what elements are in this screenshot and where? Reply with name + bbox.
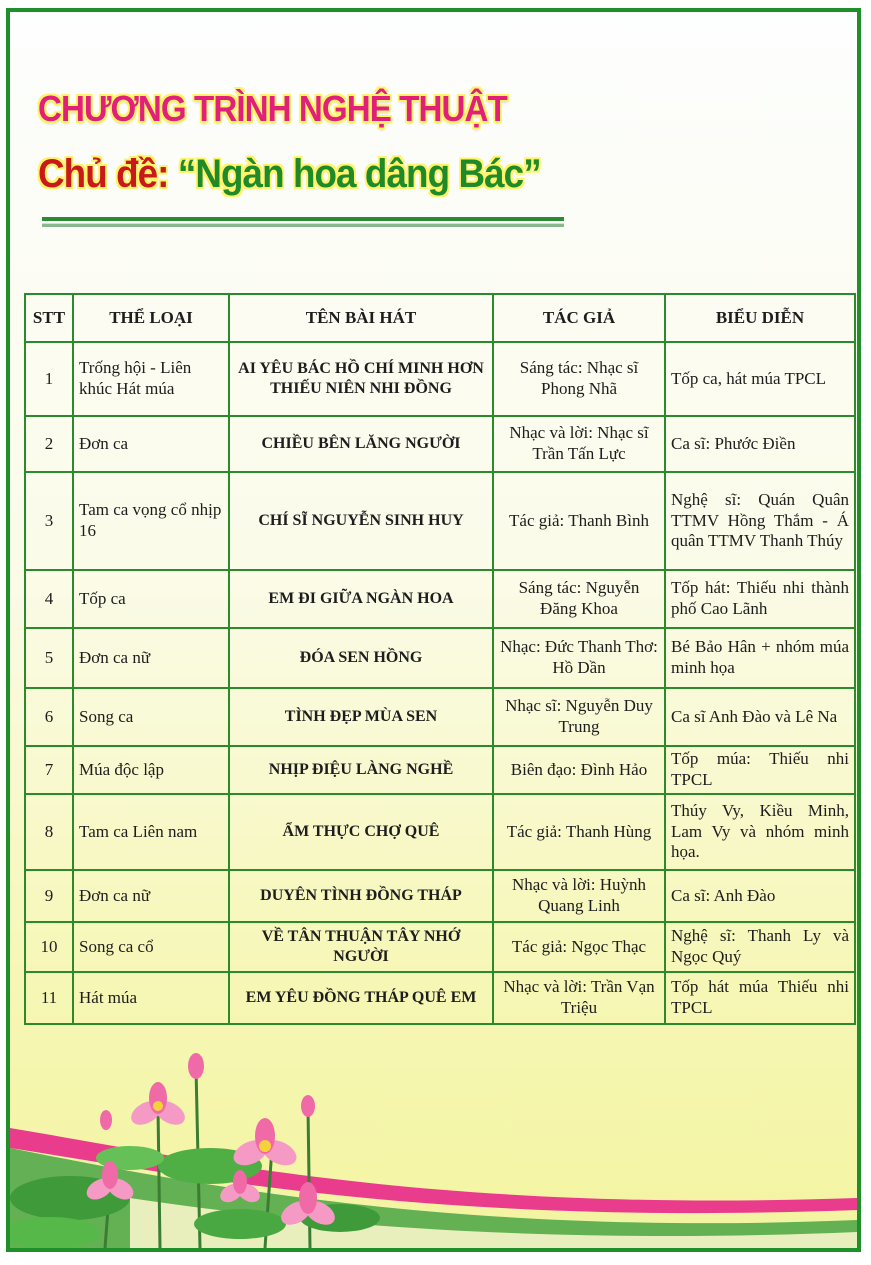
table-row: [25, 870, 855, 922]
row-author: Biên đạo: Đình Hảo: [493, 746, 665, 794]
row-song-title: CHIỀU BÊN LĂNG NGƯỜI: [229, 416, 493, 472]
table-row: [25, 688, 855, 746]
lotus-flowers-illustration: [10, 1048, 857, 1248]
row-song-title: AI YÊU BÁC HỒ CHÍ MINH HƠN THIẾU NIÊN NHI ĐỒNG: [229, 342, 493, 416]
row-performer: Bé Bảo Hân + nhóm múa minh họa: [665, 628, 855, 688]
row-genre: Đơn ca nữ: [73, 628, 229, 688]
table-row: [25, 472, 855, 570]
row-stt: 3: [25, 472, 73, 570]
row-stt: 10: [25, 922, 73, 972]
header-author: TÁC GIẢ: [493, 294, 665, 342]
row-genre: Tam ca Liên nam: [73, 794, 229, 870]
row-stt: 7: [25, 746, 73, 794]
row-stt: 9: [25, 870, 73, 922]
title-divider: [42, 217, 564, 227]
program-table-body: [25, 342, 855, 1024]
row-performer: Tốp hát múa Thiếu nhi TPCL: [665, 972, 855, 1024]
row-genre: Song ca cổ: [73, 922, 229, 972]
row-author: Sáng tác: Nguyễn Đăng Khoa: [493, 570, 665, 628]
program-table: [24, 293, 856, 1025]
row-song-title: CHÍ SĨ NGUYỄN SINH HUY: [229, 472, 493, 570]
table-row: [25, 416, 855, 472]
row-song-title: TÌNH ĐẸP MÙA SEN: [229, 688, 493, 746]
table-row: [25, 746, 855, 794]
table-row: [25, 570, 855, 628]
row-song-title: ĐÓA SEN HỒNG: [229, 628, 493, 688]
row-performer: Tốp hát: Thiếu nhi thành phố Cao Lãnh: [665, 570, 855, 628]
row-author: Tác giả: Thanh Hùng: [493, 794, 665, 870]
table-row: [25, 628, 855, 688]
row-performer: Ca sĩ Anh Đào và Lê Na: [665, 688, 855, 746]
row-author: Nhạc sĩ: Nguyễn Duy Trung: [493, 688, 665, 746]
row-author: Nhạc và lời: Huỳnh Quang Linh: [493, 870, 665, 922]
row-performer: Thúy Vy, Kiều Minh, Lam Vy và nhóm minh họa.: [665, 794, 855, 870]
row-performer: Tốp ca, hát múa TPCL: [665, 342, 855, 416]
row-stt: 4: [25, 570, 73, 628]
table-row: [25, 342, 855, 416]
row-genre: Hát múa: [73, 972, 229, 1024]
row-genre: Đơn ca: [73, 416, 229, 472]
row-performer: Ca sĩ: Anh Đào: [665, 870, 855, 922]
row-song-title: NHỊP ĐIỆU LÀNG NGHỀ: [229, 746, 493, 794]
row-genre: Tam ca vọng cổ nhịp 16: [73, 472, 229, 570]
row-performer: Tốp múa: Thiếu nhi TPCL: [665, 746, 855, 794]
row-stt: 6: [25, 688, 73, 746]
row-genre: Trống hội - Liên khúc Hát múa: [73, 342, 229, 416]
row-song-title: VỀ TÂN THUẬN TÂY NHỚ NGƯỜI: [229, 922, 493, 972]
row-stt: 5: [25, 628, 73, 688]
subtitle-label: Chủ đề:: [38, 152, 169, 196]
program-poster: [6, 8, 861, 1252]
table-header-row: [25, 294, 855, 342]
table-row: [25, 794, 855, 870]
header-genre: THỂ LOẠI: [73, 294, 229, 342]
header-performer: BIỂU DIỄN: [665, 294, 855, 342]
table-row: [25, 922, 855, 972]
row-song-title: DUYÊN TÌNH ĐỒNG THÁP: [229, 870, 493, 922]
row-song-title: EM YÊU ĐỒNG THÁP QUÊ EM: [229, 972, 493, 1024]
row-author: Tác giả: Ngọc Thạc: [493, 922, 665, 972]
row-author: Nhạc: Đức Thanh Thơ: Hồ Dần: [493, 628, 665, 688]
row-song-title: ẨM THỰC CHỢ QUÊ: [229, 794, 493, 870]
row-performer: Nghệ sĩ: Quán Quân TTMV Hồng Thắm - Á quân TTMV Thanh Thúy: [665, 472, 855, 570]
row-genre: Song ca: [73, 688, 229, 746]
row-author: Sáng tác: Nhạc sĩ Phong Nhã: [493, 342, 665, 416]
page-title: CHƯƠNG TRÌNH NGHỆ THUẬT: [38, 88, 507, 129]
subtitle-topic: “Ngàn hoa dâng Bác”: [177, 152, 541, 196]
row-genre: Tốp ca: [73, 570, 229, 628]
header-stt: STT: [25, 294, 73, 342]
row-song-title: EM ĐI GIỮA NGÀN HOA: [229, 570, 493, 628]
row-stt: 1: [25, 342, 73, 416]
row-author: Nhạc và lời: Trần Vạn Triệu: [493, 972, 665, 1024]
row-stt: 8: [25, 794, 73, 870]
row-author: Tác giả: Thanh Bình: [493, 472, 665, 570]
row-stt: 11: [25, 972, 73, 1024]
page-subtitle: [38, 152, 541, 197]
row-performer: Ca sĩ: Phước Điền: [665, 416, 855, 472]
row-performer: Nghệ sĩ: Thanh Ly và Ngọc Quý: [665, 922, 855, 972]
row-genre: Đơn ca nữ: [73, 870, 229, 922]
row-genre: Múa độc lập: [73, 746, 229, 794]
table-row: [25, 972, 855, 1024]
row-stt: 2: [25, 416, 73, 472]
row-author: Nhạc và lời: Nhạc sĩ Trần Tấn Lực: [493, 416, 665, 472]
header-song: TÊN BÀI HÁT: [229, 294, 493, 342]
